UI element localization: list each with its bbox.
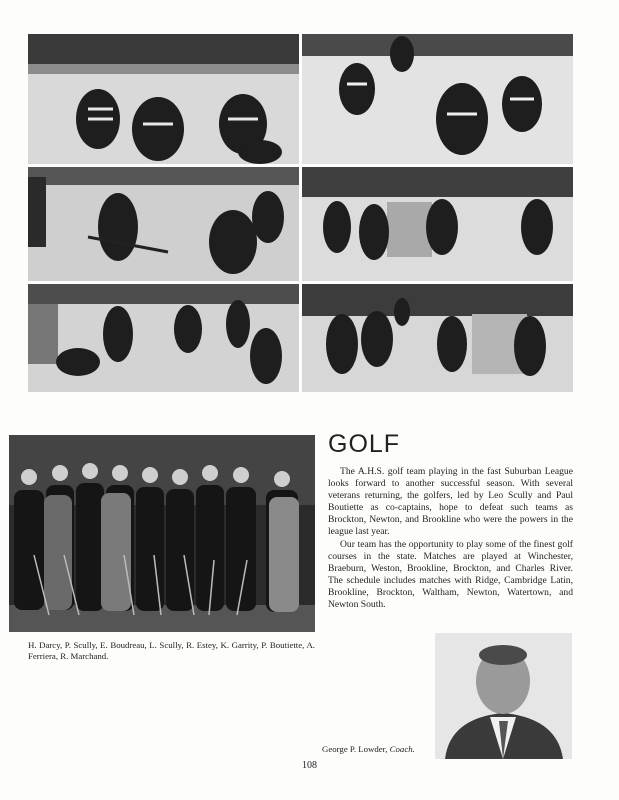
hockey-photo-4 (302, 167, 573, 281)
hockey-photo-6 (302, 284, 573, 392)
coach-title: Coach. (389, 744, 415, 754)
hockey-photo-1 (28, 34, 299, 164)
team-photo-caption: H. Darcy, P. Scully, E. Boudreau, L. Scully, R. Estey, K. Garrity, P. Boutiette, A. Ferriera, R. Marchand. (28, 640, 315, 661)
coach-portrait (435, 633, 572, 759)
golf-team-photo (9, 435, 315, 632)
page-number: 108 (302, 760, 317, 771)
golf-article (328, 466, 573, 611)
golf-paragraph-1: The A.H.S. golf team playing in the fast Suburban League looks forward to another successful season. With several veterans returning, the golfers, led by Leo Scully and Paul Boutiette as co-captains, hope to defeat such teams as Brockton, Newton, and Brookline who were the powers in the league last year. (328, 466, 573, 538)
hockey-photo-5 (28, 284, 299, 392)
hockey-photo-3 (28, 167, 299, 281)
golf-heading: GOLF (328, 430, 401, 458)
coach-name: George P. Lowder, (322, 744, 388, 754)
hockey-photo-2 (302, 34, 573, 164)
coach-caption (322, 744, 415, 754)
golf-paragraph-2: Our team has the opportunity to play some of the finest golf courses in the state. Matches are played at Winchester, Braeburn, Weston, Brookline, Brockton, and Charles River. The schedule includes matches with Ridge, Cambridge Latin, Brookline, Brockton, Waltham, Newton, Watertown, and Newton South. (328, 538, 573, 611)
